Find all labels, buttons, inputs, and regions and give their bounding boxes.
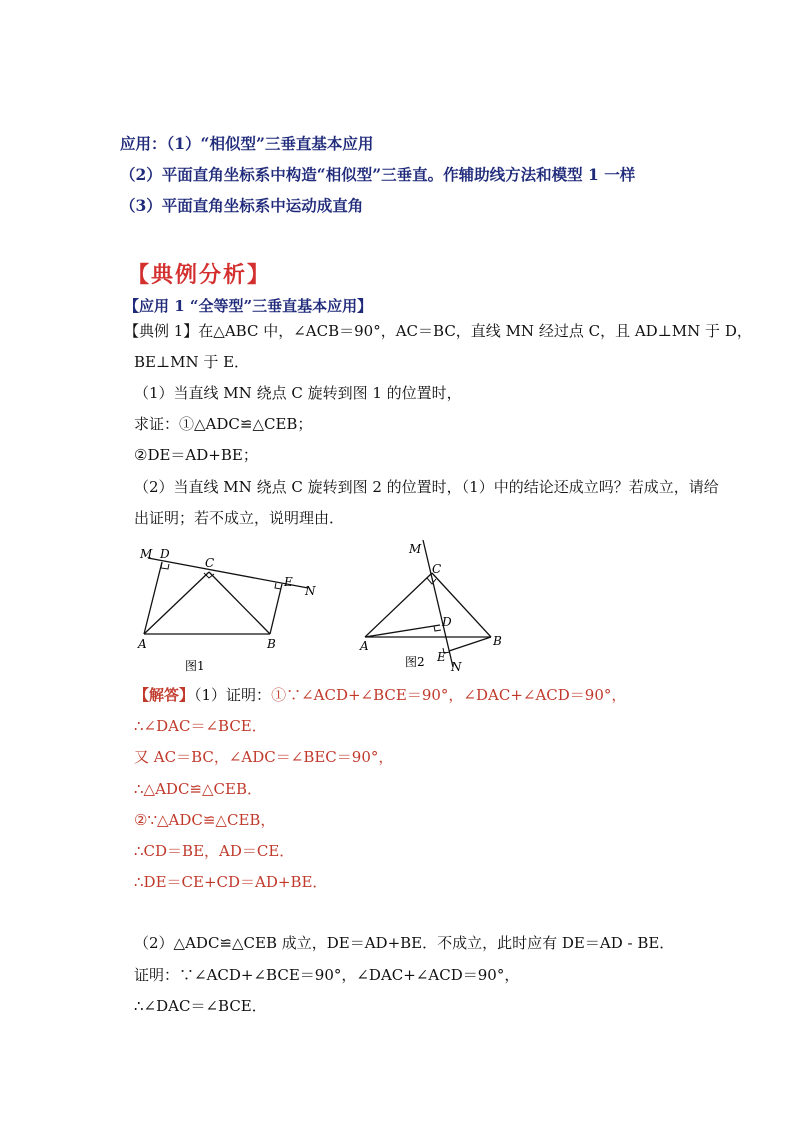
intro-line-3: （3）平面直角坐标系中运动成直角 bbox=[120, 196, 364, 215]
example-line-5: ②DE＝AD+BE； bbox=[134, 446, 258, 464]
answer-part-2-line-3: ∴∠DAC＝∠BCE． bbox=[134, 997, 267, 1015]
answer-line-4: ∴△ADC≌△CEB． bbox=[134, 780, 262, 798]
fig2-label-N: N bbox=[451, 660, 462, 674]
fig2-label-C: C bbox=[432, 562, 442, 576]
answer-line-7: ∴DE＝CE+CD＝AD+BE． bbox=[134, 873, 328, 891]
answer-line-3: 又 AC＝BC，∠ADC＝∠BEC＝90°， bbox=[134, 748, 394, 766]
section-title: 【典例分析】 bbox=[127, 262, 272, 288]
answer-label: 【解答】 bbox=[134, 686, 195, 704]
fig2-label-E: E bbox=[437, 650, 446, 664]
fig1-label-M: M bbox=[140, 547, 153, 561]
answer-prefix: （1）证明： bbox=[194, 686, 272, 704]
fig1-label-E: E bbox=[284, 575, 293, 589]
answer-line-5: ②∵△ADC≌△CEB， bbox=[134, 811, 276, 829]
figure-1 bbox=[130, 540, 330, 675]
answer-step-1: ①∵∠ACD+∠BCE＝90°，∠DAC+∠ACD＝90°， bbox=[271, 686, 627, 704]
fig1-label-A: A bbox=[138, 637, 147, 651]
example-line-3: （1）当直线 MN 绕点 C 旋转到图 1 的位置时， bbox=[134, 384, 462, 402]
intro-label: 应用： bbox=[120, 134, 167, 153]
answer-part-2-line-2: 证明：∵∠ACD+∠BCE＝90°，∠DAC+∠ACD＝90°， bbox=[134, 966, 520, 984]
application-1-header: 【应用 1 “全等型”三垂直基本应用】 bbox=[124, 297, 373, 315]
example-line-7: 出证明；若不成立，说明理由． bbox=[134, 509, 345, 527]
answer-line-6: ∴CD＝BE，AD＝CE． bbox=[134, 842, 295, 860]
example-line-1: 【典例 1】在△ABC 中，∠ACB＝90°，AC＝BC，直线 MN 经过点 C，且 AD⊥MN 于 D， bbox=[124, 322, 752, 340]
fig1-label-B: B bbox=[267, 637, 276, 651]
example-line-2: BE⊥MN 于 E． bbox=[134, 353, 250, 371]
answer-part-2-line-1: （2）△ADC≌△CEB 成立，DE＝AD+BE．不成立，此时应有 DE＝AD - BE． bbox=[134, 934, 675, 952]
fig2-label-B: B bbox=[493, 634, 502, 648]
example-line-4: 求证：①△ADC≌△CEB； bbox=[134, 415, 313, 433]
fig2-caption: 图2 bbox=[405, 655, 425, 669]
intro-item-1: （1）“相似型”三垂直基本应用 bbox=[166, 134, 374, 153]
example-line-6: （2）当直线 MN 绕点 C 旋转到图 2 的位置时，（1）中的结论还成立吗？若成立，请给 bbox=[134, 478, 719, 496]
fig1-label-C: C bbox=[205, 556, 215, 570]
fig2-label-A: A bbox=[360, 639, 369, 653]
answer-line-1 bbox=[134, 684, 626, 706]
fig2-label-D: D bbox=[442, 615, 452, 629]
fig2-label-M: M bbox=[409, 542, 422, 556]
intro-line-2: （2）平面直角坐标系中构造“相似型”三垂直。作辅助线方法和模型 1 一样 bbox=[120, 165, 636, 184]
fig1-label-D: D bbox=[160, 547, 170, 561]
figure-2 bbox=[355, 535, 515, 675]
answer-line-2: ∴∠DAC＝∠BCE． bbox=[134, 717, 267, 735]
intro-line-1 bbox=[120, 133, 373, 155]
fig1-label-N: N bbox=[305, 584, 316, 598]
fig1-caption: 图1 bbox=[185, 659, 205, 673]
